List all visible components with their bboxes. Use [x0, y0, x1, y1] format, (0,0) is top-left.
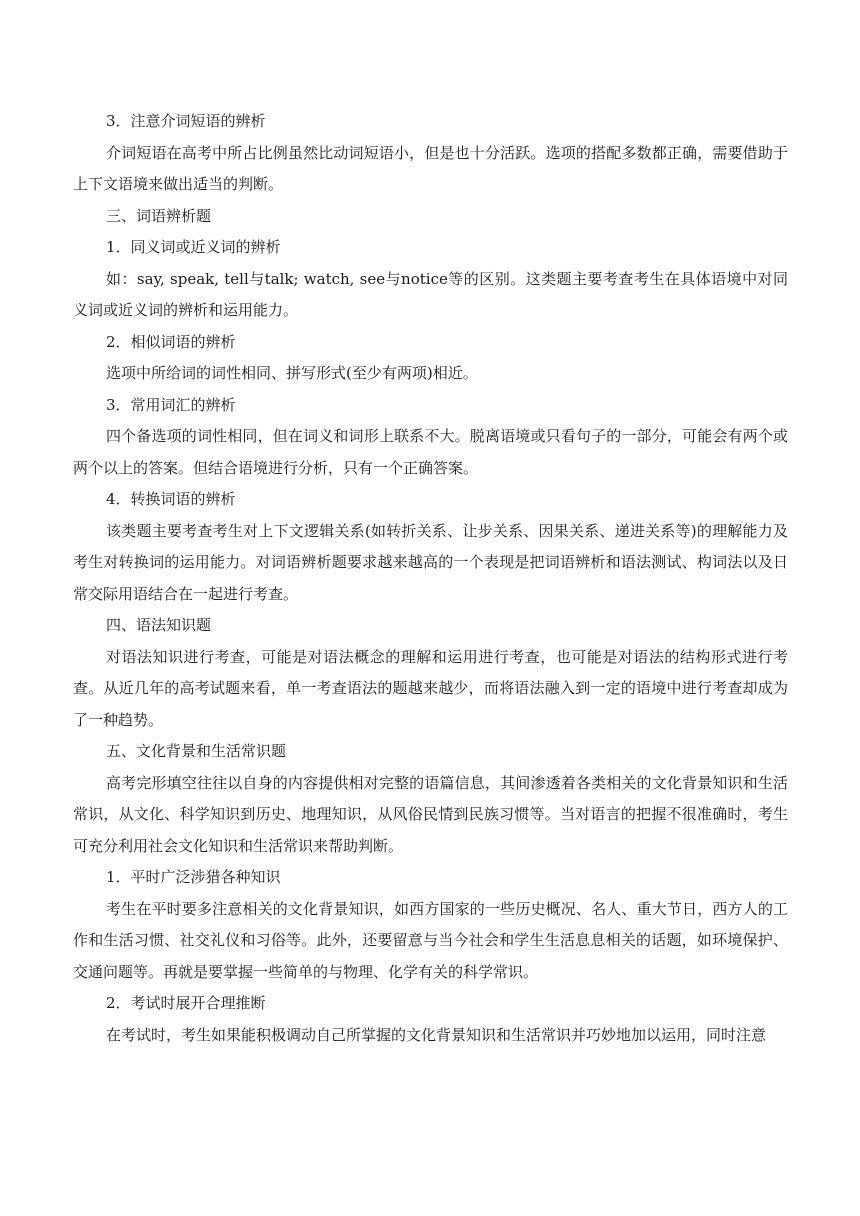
subheading-common-vocabulary: 3．常用词汇的辨析	[106, 395, 236, 414]
heading-grammar: 四、语法知识题	[106, 616, 212, 634]
subheading-prepositional-phrases: 3．注意介词短语的辨析	[106, 112, 266, 130]
subheading-synonyms: 1．同义词或近义词的辨析	[106, 238, 281, 256]
subheading-transition-words: 4．转换词语的辨析	[106, 490, 236, 508]
paragraph-common-vocabulary: 四个备选项的词性相同，但在词义和词形上联系不大。脱离语境或只看句子的一部分，可能会有两个或两个以上的答案。但结合语境进行分析，只有一个正确答案。	[73, 427, 788, 477]
paragraph-synonyms: 如：say, speak, tell与talk; watch, see与notice等的区别。这类题主要考查考生在具体语境中对同义词或近义词的辨析和运用能力。	[73, 269, 788, 319]
paragraph-similar-words: 选项中所给词的词性相同、拼写形式(至少有两项)相近。	[106, 364, 478, 382]
paragraph-prepositional-phrases: 介词短语在高考中所占比例虽然比动词短语小，但是也十分活跃。选项的搭配多数都正确，需要借助于上下文语境来做出适当的判断。	[73, 143, 788, 193]
subheading-broad-knowledge: 1．平时广泛涉猎各种知识	[106, 868, 281, 886]
subheading-similar-words: 2．相似词语的辨析	[106, 332, 236, 351]
paragraph-grammar: 对语法知识进行考查，可能是对语法概念的理解和运用进行考查，也可能是对语法的结构形式进行考查。从近几年的高考试题来看，单一考查语法的题越来越少，而将语法融入到一定的语境中进行考查却成为了一种趋势。	[73, 647, 788, 729]
document-body	[0, 106, 860, 1051]
paragraph-broad-knowledge: 考生在平时要多注意相关的文化背景知识，如西方国家的一些历史概况、名人、重大节日，西方人的工作和生活习惯、社交礼仪和习俗等。此外，还要留意与当今社会和学生生活息息相关的话题，如环境保护、交通问题等。再就是要掌握一些简单的与物理、化学有关的科学常识。	[73, 899, 788, 981]
paragraph-culture-common-sense: 高考完形填空往往以自身的内容提供相对完整的语篇信息，其间渗透着各类相关的文化背景知识和生活常识，从文化、科学知识到历史、地理知识，从风俗民情到民族习惯等。当对语言的把握不很准确时，考生可充分利用社会文化知识和生活常识来帮助判断。	[73, 773, 788, 855]
paragraph-transition-words: 该类题主要考查考生对上下文逻辑关系(如转折关系、让步关系、因果关系、递进关系等)的理解能力及考生对转换词的运用能力。对词语辨析题要求越来越高的一个表现是把词语辨析和语法测试、构词法以及日常交际用语结合在一起进行考查。	[73, 521, 788, 603]
heading-culture-common-sense: 五、文化背景和生活常识题	[106, 742, 287, 760]
heading-word-discrimination: 三、词语辨析题	[106, 206, 212, 225]
subheading-reasonable-inference: 2．考试时展开合理推断	[106, 994, 266, 1012]
paragraph-reasonable-inference: 在考试时，考生如果能积极调动自己所掌握的文化背景知识和生活常识并巧妙地加以运用，同时注意	[106, 1025, 767, 1044]
